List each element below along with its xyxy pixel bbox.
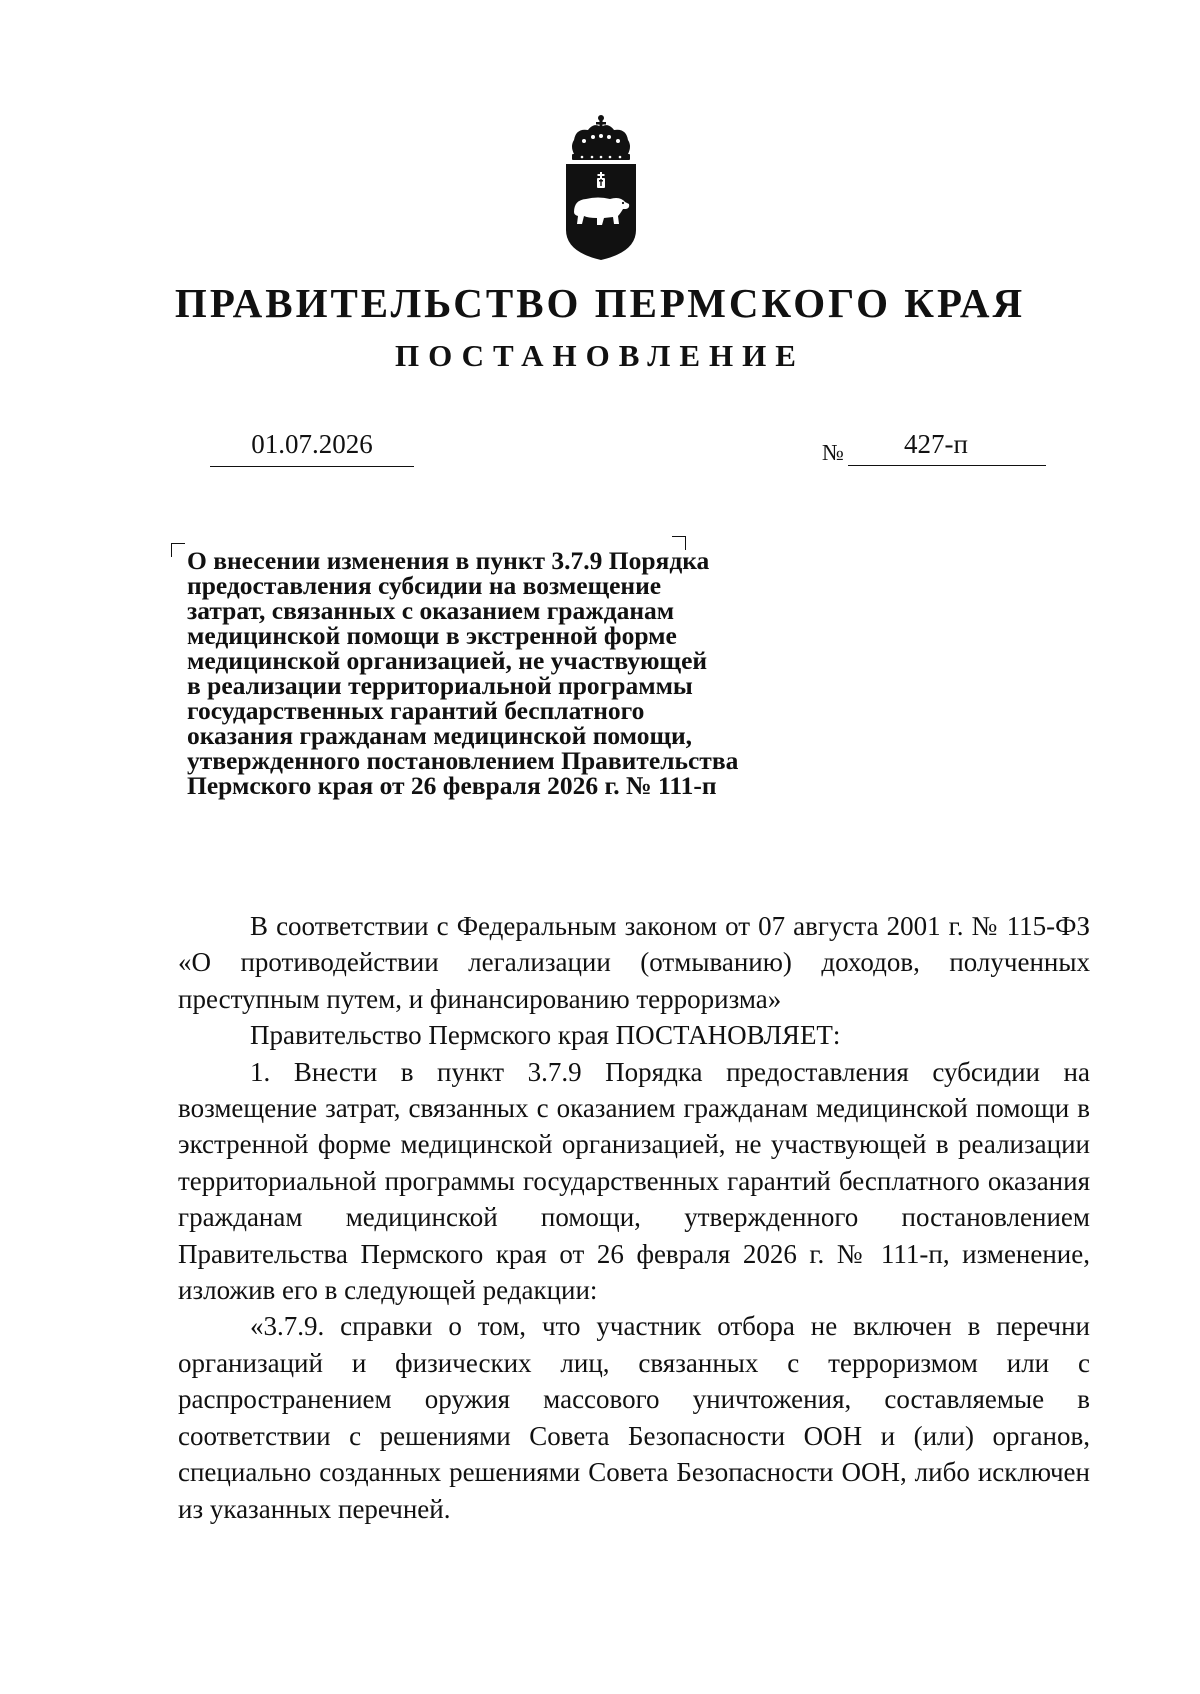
body-paragraph-item-1: 1. Внести в пункт 3.7.9 Порядка предоставления субсидии на возмещение затрат, связанных с оказанием гражданам медицинской помощи в экстренной форме медицинской организацией, не участвующей в реализации территориальной программы государственных гарантий бесплатного оказания гражданам медицинской помощи, утвержденного постановлением Правительства Пермского края от 26 февраля 2026 г. № 111-п, изменение, изложив его в следующей редакции: <box>178 1056 1090 1306</box>
subject-line: затрат, связанных с оказанием гражданам <box>187 596 675 625</box>
coat-of-arms-icon <box>562 112 640 262</box>
document-number: 427-п <box>848 426 1046 466</box>
document-body <box>178 908 1090 1527</box>
subject-line: медицинской организацией, не участвующей <box>187 646 708 675</box>
organization-title: ПРАВИТЕЛЬСТВО ПЕРМСКОГО КРАЯ <box>174 280 1026 326</box>
body-paragraph-legal-basis: В соответствии с Федеральным законом от 07 августа 2001 г. № 115-ФЗ «О противодействии легализации (отмыванию) доходов, полученных преступным путем, и финансированию терроризма» <box>178 911 1090 1014</box>
document-date: 01.07.2026 <box>210 426 414 467</box>
subject-line: в реализации территориальной программы <box>187 671 693 700</box>
document-subject <box>187 548 827 798</box>
number-sign: № <box>822 440 844 465</box>
subject-corner-mark-left <box>171 543 185 557</box>
subject-line: утвержденного постановлением Правительства <box>187 746 739 775</box>
subject-line: оказания гражданам медицинской помощи, <box>187 721 693 750</box>
subject-line: государственных гарантий бесплатного <box>187 696 645 725</box>
body-paragraph-new-wording: «3.7.9. справки о том, что участник отбора не включен в перечни организаций и физических лиц, связанных с терроризмом или с распространением оружия массового уничтожения, составляемые в соответствии с решениями Совета Безопасности ООН и (или) органов, специально созданных решениями Совета Безопасности ООН, либо исключен из указанных перечней. <box>178 1311 1090 1524</box>
document-type-title: ПОСТАНОВЛЕНИЕ <box>395 338 805 373</box>
body-paragraph-resolution: Правительство Пермского края ПОСТАНОВЛЯЕТ: <box>250 1020 841 1051</box>
subject-line: О внесении изменения в пункт 3.7.9 Порядка <box>187 546 710 575</box>
subject-line: медицинской помощи в экстренной форме <box>187 621 677 650</box>
subject-line: Пермского края от 26 февраля 2026 г. № 111-п <box>187 771 717 800</box>
subject-line: предоставления субсидии на возмещение <box>187 571 662 600</box>
